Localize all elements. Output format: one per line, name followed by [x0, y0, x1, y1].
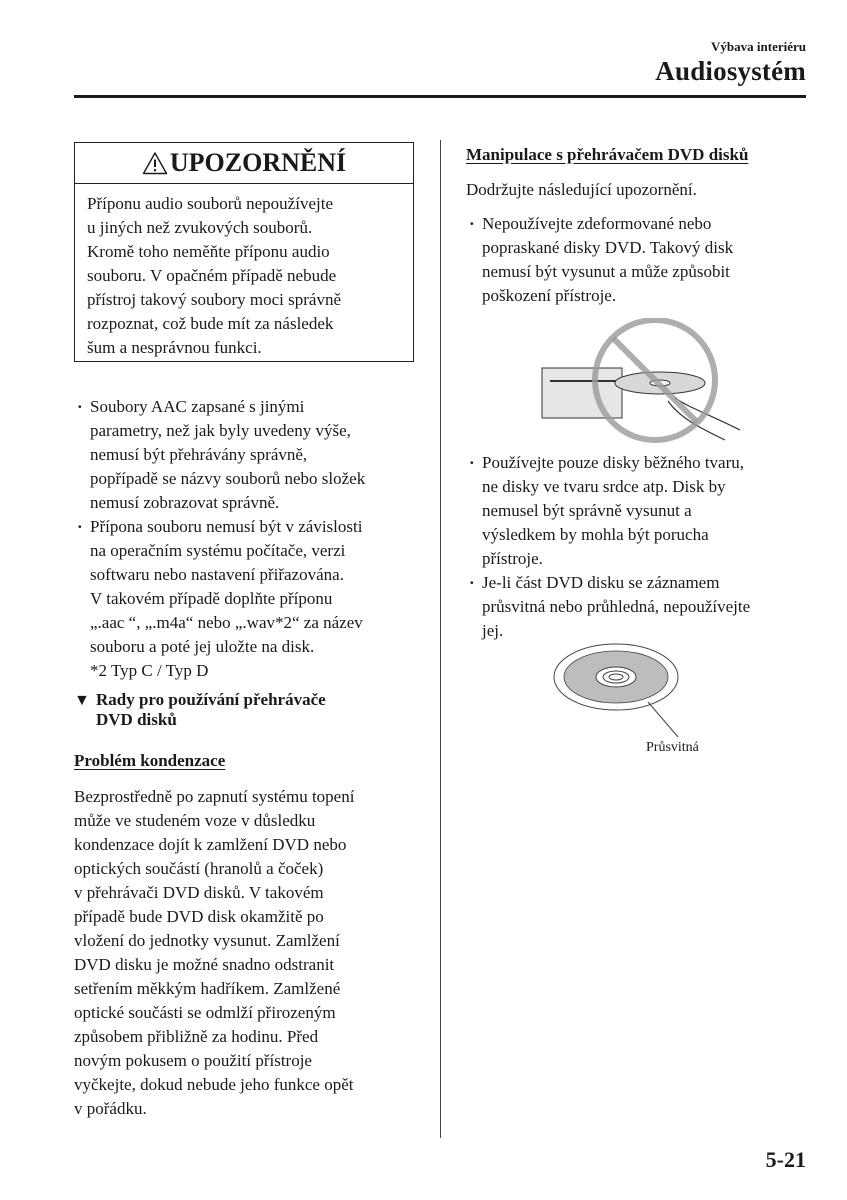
condensation-heading: Problém kondenzace — [74, 751, 226, 770]
warning-line: u jiných než zvukových souborů. — [87, 218, 313, 237]
dvd-section-title-line1: Rady pro používání přehrávače — [96, 690, 326, 709]
page-number: 5-21 — [765, 1147, 806, 1172]
warning-triangle-icon — [142, 151, 168, 175]
warning-text — [75, 184, 413, 360]
list-item — [74, 515, 424, 683]
paragraph-line: optických součástí (hranolů a čoček) — [74, 859, 324, 878]
dvd-section-title-line2: DVD disků — [96, 710, 177, 729]
handling-heading: Manipulace s přehrávačem DVD disků — [466, 145, 749, 164]
bullet-line: průsvitná nebo průhledná, nepoužívejte — [482, 597, 751, 616]
paragraph-line: případě bude DVD disk okamžitě po — [74, 907, 324, 926]
paragraph-line: v přehrávači DVD disků. V takovém — [74, 883, 324, 902]
warning-box — [74, 142, 414, 362]
figure-caption: Průsvitná — [646, 740, 699, 755]
dvd-section-heading — [74, 690, 326, 730]
warning-line: přístroj takový soubory moci správně — [87, 290, 342, 309]
bullet-line: · Nepoužívejte zdeformované nebo — [482, 214, 712, 233]
header-section-label: Výbava interiéru — [711, 39, 806, 54]
bullet-line: · Přípona souboru nemusí být v závislosti — [90, 517, 363, 536]
list-item — [74, 395, 424, 515]
warning-line: rozpoznat, což bude mít za následek — [87, 314, 334, 333]
bullet-line: „.aac “, „.m4a“ nebo „.wav*2“ za název — [90, 613, 363, 632]
paragraph-line: může ve studeném voze v důsledku — [74, 811, 316, 830]
warning-header — [75, 143, 413, 184]
warning-line: šum a nesprávnou funkci. — [87, 338, 262, 357]
bullet-line: ne disky ve tvaru srdce atp. Disk by — [482, 477, 726, 496]
bullet-line: nemusí zobrazovat správně. — [90, 493, 280, 512]
translucent-disc-illustration — [548, 640, 698, 748]
header-rule — [74, 95, 806, 98]
paragraph-line: vložení do jednotky vysunut. Zamlžení — [74, 931, 340, 950]
warning-line: Kromě toho neměňte příponu audio — [87, 242, 330, 261]
triangle-down-icon: ▼ — [74, 692, 90, 709]
list-item — [466, 212, 806, 308]
paragraph-line: setřením měkkým hadříkem. Zamlžené — [74, 979, 341, 998]
paragraph-line: vyčkejte, dokud nebude jeho funkce opět — [74, 1075, 354, 1094]
paragraph-line: Bezprostředně po zapnutí systému topení — [74, 787, 355, 806]
list-item — [466, 571, 806, 643]
condensation-paragraph — [74, 785, 424, 1121]
handling-intro: Dodržujte následující upozornění. — [466, 180, 697, 199]
column-divider — [440, 140, 441, 1138]
bullet-line: parametry, než jak byly uvedeny výše, — [90, 421, 351, 440]
bullet-line: · Je-li část DVD disku se záznamem — [482, 573, 720, 592]
paragraph-line: kondenzace dojít k zamlžení DVD nebo — [74, 835, 347, 854]
page-title: Audiosystém — [655, 56, 806, 86]
bullet-line: softwaru nebo nastavení přiřazována. — [90, 565, 344, 584]
bullet-line: nemusí být přehrávány správně, — [90, 445, 308, 464]
paragraph-line: v pořádku. — [74, 1099, 147, 1118]
bullet-line: nemusel být správně vysunut a — [482, 501, 692, 520]
bullet-line: popraskané disky DVD. Takový disk — [482, 238, 734, 257]
paragraph-line: novým pokusem o použití přístroje — [74, 1051, 312, 1070]
paragraph-line: způsobem přibližně za hodinu. Před — [74, 1027, 319, 1046]
callout-line — [648, 702, 678, 737]
prohibited-deformed-disc-illustration — [540, 318, 740, 443]
bullet-line: jej. — [482, 621, 504, 640]
bullet-line: popřípadě se názvy souborů nebo složek — [90, 469, 366, 488]
handling-bullet-list-2 — [466, 451, 806, 643]
list-item — [466, 451, 806, 571]
paragraph-line: DVD disku je možné snadno odstranit — [74, 955, 335, 974]
warning-title: UPOZORNĚNÍ — [169, 148, 347, 177]
bullet-line: · Soubory AAC zapsané s jinými — [90, 397, 305, 416]
bullet-line: výsledkem by mohla být porucha — [482, 525, 709, 544]
warning-line: souboru. V opačném případě nebude — [87, 266, 337, 285]
bullet-line: přístroje. — [482, 549, 543, 568]
handling-bullet-list-1 — [466, 212, 806, 308]
player-slot-panel — [542, 368, 622, 418]
bullet-line: *2 Typ C / Typ D — [90, 661, 209, 680]
left-bullet-list — [74, 395, 424, 683]
paragraph-line: optické součásti se odmlží přirozeným — [74, 1003, 336, 1022]
bullet-line: souboru a poté jej uložte na disk. — [90, 637, 315, 656]
bullet-line: poškození přístroje. — [482, 286, 617, 305]
bullet-line: · Používejte pouze disky běžného tvaru, — [482, 453, 745, 472]
bullet-line: V takovém případě doplňte příponu — [90, 589, 333, 608]
warning-line: Příponu audio souborů nepoužívejte — [87, 194, 333, 213]
bullet-line: nemusí být vysunut a může způsobit — [482, 262, 730, 281]
bullet-line: na operačním systému počítače, verzi — [90, 541, 346, 560]
